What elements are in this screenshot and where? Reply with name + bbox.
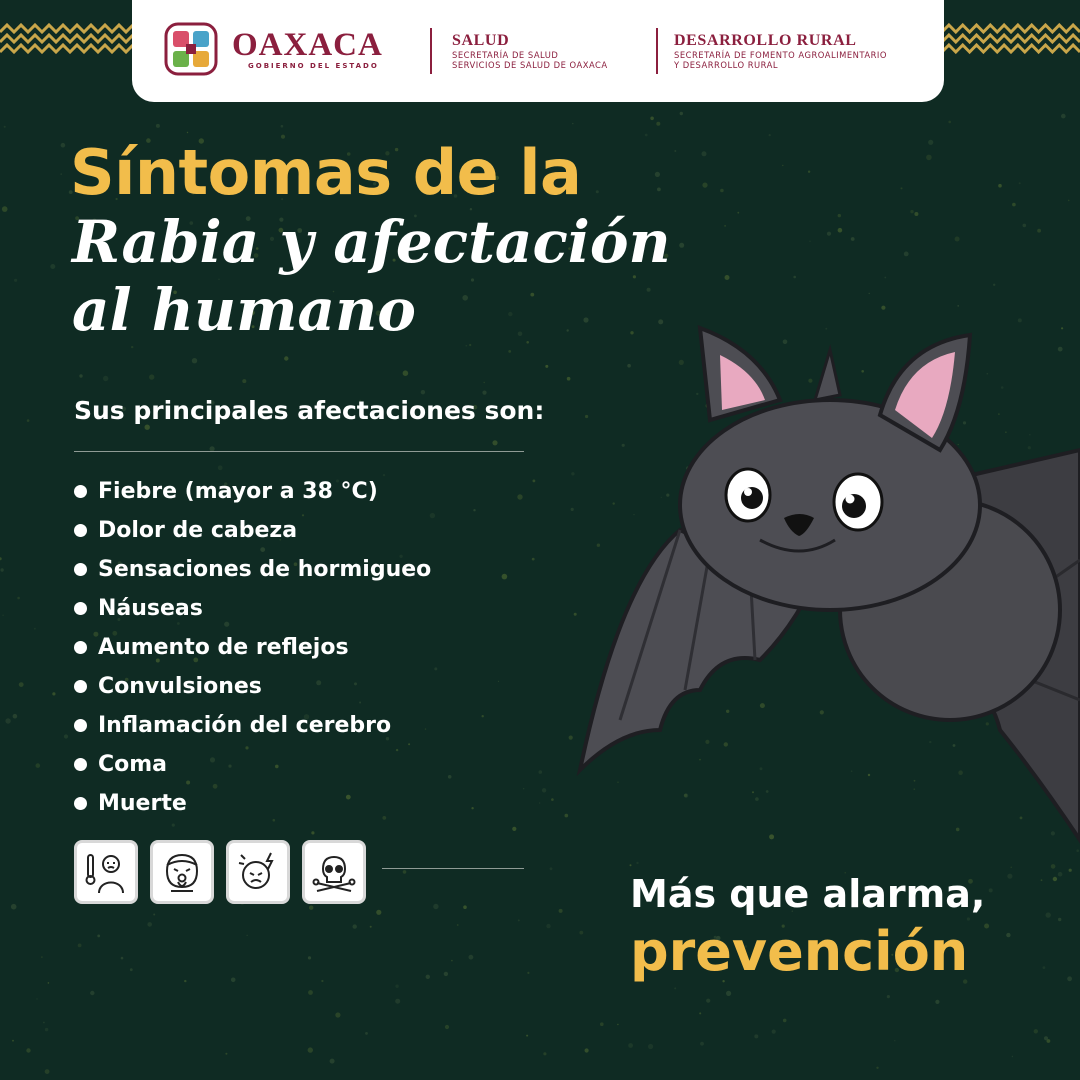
speckle xyxy=(914,212,918,216)
salud-line: SECRETARÍA DE SALUD xyxy=(452,50,559,60)
bullet-icon xyxy=(74,602,87,615)
speckle xyxy=(527,972,529,974)
page-title: Síntomas de la xyxy=(70,136,582,209)
speckle xyxy=(600,1022,604,1026)
speckle xyxy=(656,122,660,126)
page-title-line: Rabia y afectación xyxy=(72,208,671,276)
speckle xyxy=(60,173,62,175)
speckle xyxy=(530,293,534,297)
bullet-icon xyxy=(74,680,87,693)
speckle xyxy=(0,568,3,571)
speckle xyxy=(1069,869,1072,872)
logo-title: OAXACA xyxy=(232,27,383,63)
speckle xyxy=(448,775,452,779)
headache-face-icon xyxy=(226,840,290,904)
speckle xyxy=(153,914,155,916)
salud-logo xyxy=(452,32,608,70)
speckle xyxy=(809,241,811,243)
speckle xyxy=(13,714,18,719)
speckle xyxy=(518,919,520,921)
list-item xyxy=(74,550,431,589)
speckle xyxy=(793,276,796,279)
speckle xyxy=(724,225,726,227)
speckle xyxy=(645,134,648,137)
speckle xyxy=(469,955,474,960)
oaxaca-logo-text xyxy=(232,28,383,70)
speckle xyxy=(910,210,913,213)
speckle xyxy=(471,278,474,281)
speckle xyxy=(550,867,553,870)
speckle xyxy=(1067,976,1072,981)
speckle xyxy=(737,212,739,214)
symptom-label: Náuseas xyxy=(98,596,203,621)
speckle xyxy=(838,214,841,217)
speckle xyxy=(11,904,17,910)
page-title-line: al humano xyxy=(72,276,416,344)
speckle xyxy=(97,935,100,938)
speckle xyxy=(1058,872,1063,877)
speckle xyxy=(225,1053,227,1055)
speckle xyxy=(457,924,459,926)
speckle xyxy=(19,682,24,687)
speckle xyxy=(242,379,246,383)
speckle xyxy=(2,614,4,616)
list-item xyxy=(74,784,431,823)
speckle xyxy=(145,425,150,430)
speckle xyxy=(754,1034,758,1038)
speckle xyxy=(679,243,684,248)
speckle xyxy=(585,1048,589,1052)
bat-illustration xyxy=(560,300,1080,860)
bullet-icon xyxy=(74,485,87,498)
speckle xyxy=(1043,966,1046,969)
speckle xyxy=(308,990,313,995)
speckle xyxy=(1061,114,1066,119)
speckle xyxy=(559,909,563,913)
speckle xyxy=(12,1040,14,1042)
speckle xyxy=(434,667,437,670)
speckle xyxy=(309,906,313,910)
salud-name: SALUD xyxy=(452,32,510,49)
speckle xyxy=(4,126,6,128)
speckle xyxy=(726,991,731,996)
speckle xyxy=(79,374,82,377)
speckle xyxy=(523,788,524,789)
speckle xyxy=(518,332,523,337)
speckle xyxy=(650,117,654,121)
speckle xyxy=(45,1069,50,1074)
speckle xyxy=(311,831,314,834)
list-item xyxy=(74,706,431,745)
speckle xyxy=(706,999,710,1003)
speckle xyxy=(445,1025,449,1029)
speckle xyxy=(473,509,475,511)
speckle xyxy=(147,922,152,927)
speckle xyxy=(308,1047,313,1052)
speckle xyxy=(130,968,133,971)
bullet-icon xyxy=(74,563,87,576)
symptom-label: Coma xyxy=(98,752,168,777)
speckle xyxy=(545,365,548,368)
speckle xyxy=(526,341,529,344)
speckle xyxy=(43,1022,45,1024)
speckle xyxy=(1019,182,1021,184)
speckle xyxy=(782,165,783,166)
bullet-icon xyxy=(74,524,87,537)
speckle xyxy=(838,228,843,233)
speckle xyxy=(492,440,497,445)
speckle xyxy=(928,140,933,145)
speckle xyxy=(17,597,20,600)
desarrollo-rural-logo xyxy=(674,32,887,70)
header-divider xyxy=(656,28,658,74)
speckle xyxy=(998,184,1002,188)
speckle xyxy=(1046,912,1051,917)
speckle xyxy=(517,494,522,499)
speckle xyxy=(308,956,311,959)
speckle xyxy=(935,1000,939,1004)
speckle xyxy=(596,190,599,193)
bullet-icon xyxy=(74,641,87,654)
speckle xyxy=(720,189,724,193)
speckle xyxy=(630,864,632,866)
speckle xyxy=(48,982,50,984)
speckle xyxy=(1012,203,1016,207)
speckle xyxy=(783,1019,787,1023)
speckle xyxy=(636,862,638,864)
speckle xyxy=(482,391,486,395)
speckle xyxy=(884,277,886,279)
speckle xyxy=(984,924,989,929)
logo-subtitle: GOBIERNO DEL ESTADO xyxy=(248,62,379,70)
tagline: Más que alarma, xyxy=(630,872,986,916)
speckle xyxy=(628,1043,633,1048)
speckle xyxy=(370,926,372,928)
list-item xyxy=(74,667,431,706)
symptom-label: Aumento de reflejos xyxy=(98,635,349,660)
speckle xyxy=(1011,867,1012,868)
speckle xyxy=(851,237,855,241)
nausea-face-icon xyxy=(150,840,214,904)
speckle xyxy=(284,356,288,360)
speckle xyxy=(901,187,903,189)
speckle xyxy=(131,346,133,348)
speckle xyxy=(508,312,512,316)
speckle xyxy=(702,183,707,188)
speckle xyxy=(702,151,707,156)
speckle xyxy=(542,788,546,792)
speckle xyxy=(539,770,543,774)
speckle xyxy=(218,465,223,470)
oaxaca-seal-logo xyxy=(164,22,218,76)
desarrollo-rural-name: DESARROLLO RURAL xyxy=(674,32,857,49)
speckle xyxy=(725,275,730,280)
speckle xyxy=(827,232,831,236)
speckle xyxy=(353,924,357,928)
speckle xyxy=(1034,1029,1038,1033)
speckle xyxy=(648,1044,653,1049)
speckle xyxy=(772,1030,776,1034)
speckle xyxy=(451,960,453,962)
symptom-label: Dolor de cabeza xyxy=(98,518,298,543)
speckle xyxy=(376,910,381,915)
speckle xyxy=(1058,918,1061,921)
desarrollo-rural-line: SECRETARÍA DE FOMENTO AGROALIMENTARIO xyxy=(674,50,887,60)
speckle xyxy=(103,376,108,381)
speckle xyxy=(808,171,810,173)
speckle xyxy=(421,390,425,394)
speckle xyxy=(647,288,651,292)
speckle xyxy=(876,1067,878,1069)
speckle xyxy=(78,944,82,948)
speckle xyxy=(335,1012,340,1017)
speckle xyxy=(526,1035,528,1037)
bullet-icon xyxy=(74,797,87,810)
speckle xyxy=(466,345,468,347)
intro-text: Sus principales afectaciones son: xyxy=(74,396,545,425)
speckle xyxy=(192,358,197,363)
list-item xyxy=(74,511,431,550)
speckle xyxy=(617,1024,618,1025)
speckle xyxy=(674,987,676,989)
speckle xyxy=(512,827,516,831)
speckle xyxy=(579,931,583,935)
speckle xyxy=(0,557,2,560)
speckle xyxy=(989,888,993,892)
list-item xyxy=(74,745,431,784)
speckle xyxy=(90,991,94,995)
speckle xyxy=(539,802,540,803)
speckle xyxy=(34,628,36,630)
divider-line xyxy=(382,868,524,869)
speckle xyxy=(45,1028,48,1031)
speckle xyxy=(948,121,951,124)
speckle xyxy=(149,374,154,379)
speckle xyxy=(700,1042,704,1046)
bullet-icon xyxy=(74,758,87,771)
speckle xyxy=(655,172,660,177)
salud-line: SERVICIOS DE SALUD DE OAXACA xyxy=(452,60,608,70)
speckle xyxy=(993,284,995,286)
speckle xyxy=(869,293,870,294)
speckle xyxy=(887,995,890,998)
speckle xyxy=(61,143,66,148)
speckle xyxy=(508,350,511,353)
speckle xyxy=(184,980,186,982)
speckle xyxy=(1051,864,1056,869)
header-divider xyxy=(430,28,432,74)
symptom-label: Sensaciones de hormigueo xyxy=(98,557,432,582)
divider-line xyxy=(74,451,524,452)
speckle xyxy=(50,264,55,269)
speckle xyxy=(572,123,573,124)
speckle xyxy=(469,344,471,346)
list-item xyxy=(74,589,431,628)
speckle xyxy=(674,150,676,152)
speckle xyxy=(482,715,484,717)
speckle xyxy=(1006,933,1010,937)
speckle xyxy=(894,1040,895,1041)
speckle xyxy=(1068,200,1070,202)
fever-person-icon xyxy=(74,840,138,904)
speckle xyxy=(1041,879,1043,881)
speckle xyxy=(926,155,932,161)
speckle xyxy=(14,279,17,282)
speckle xyxy=(52,692,55,695)
symptom-label: Fiebre (mayor a 38 °C) xyxy=(98,479,378,504)
speckle xyxy=(403,870,407,874)
speckle xyxy=(433,904,438,909)
speckle xyxy=(36,763,41,768)
speckle xyxy=(156,124,160,128)
speckle xyxy=(365,1032,368,1035)
speckle xyxy=(699,1012,701,1014)
speckle xyxy=(1037,229,1041,233)
speckle xyxy=(533,480,536,483)
speckle xyxy=(444,972,448,976)
zigzag-band-left xyxy=(0,22,140,56)
speckle xyxy=(281,125,284,128)
speckle xyxy=(769,134,771,136)
zigzag-band-right xyxy=(942,22,1080,56)
speckle xyxy=(532,558,535,561)
speckle xyxy=(321,980,323,982)
speckle xyxy=(5,718,10,723)
speckle xyxy=(26,1048,30,1052)
speckle xyxy=(471,807,473,809)
speckle xyxy=(395,999,400,1004)
speckle xyxy=(247,935,248,936)
speckle xyxy=(41,956,42,957)
speckle xyxy=(2,206,8,212)
speckle xyxy=(1007,874,1012,879)
skull-crossbones-icon xyxy=(302,840,366,904)
speckle xyxy=(551,798,554,801)
speckle xyxy=(27,419,30,422)
speckle xyxy=(187,132,188,133)
speckle xyxy=(121,957,124,960)
speckle xyxy=(955,237,960,242)
speckle xyxy=(904,252,909,257)
speckle xyxy=(543,1052,546,1055)
speckle xyxy=(1012,1056,1013,1057)
speckle xyxy=(426,975,430,979)
speckle xyxy=(1023,224,1027,228)
speckle xyxy=(546,924,550,928)
list-item xyxy=(74,472,431,511)
symptom-label: Convulsiones xyxy=(98,674,262,699)
speckle xyxy=(36,998,38,1000)
speckle xyxy=(64,734,68,738)
speckle xyxy=(172,824,175,827)
speckle xyxy=(498,681,499,682)
speckle xyxy=(502,574,508,580)
speckle xyxy=(484,382,485,383)
speckle xyxy=(680,112,683,115)
symptom-icon-row xyxy=(74,840,366,904)
symptom-list xyxy=(74,472,431,823)
bullet-icon xyxy=(74,719,87,732)
desarrollo-rural-line: Y DESARROLLO RURAL xyxy=(674,60,779,70)
speckle xyxy=(231,978,236,983)
speckle xyxy=(657,188,661,192)
tagline-highlight: prevención xyxy=(630,920,969,983)
speckle xyxy=(1053,877,1057,881)
speckle xyxy=(395,985,398,988)
speckle xyxy=(330,1059,335,1064)
speckle xyxy=(1044,1036,1048,1040)
speckle xyxy=(403,370,409,376)
speckle xyxy=(463,905,467,909)
symptom-label: Muerte xyxy=(98,791,187,816)
list-item xyxy=(74,628,431,667)
speckle xyxy=(462,295,468,301)
symptom-label: Inflamación del cerebro xyxy=(98,713,392,738)
